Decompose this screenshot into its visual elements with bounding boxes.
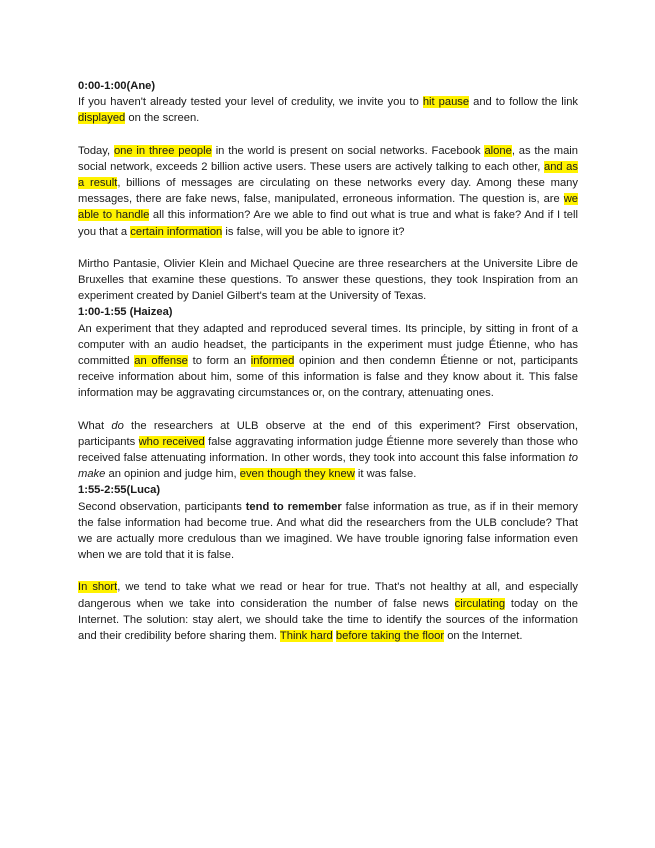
text-run: , billions of messages are circulating on these networks every day. Among these many messages, there are fake news, false, manipulated, erroneous information. The question is, are (78, 177, 579, 206)
transcript-paragraph (78, 321, 578, 402)
text-run: today on the Internet. The solution: stay alert, we should take the time to identify the sources of the information and their credibility before sharing them. (78, 597, 578, 643)
text-run: , as the main social network, exceeds 2 billion active users. These users are actively talking to each other, (78, 144, 578, 173)
text-run: opinion and then condemn Étienne or not, participants receive information about him, some of this information is false and they know about it. This false information may be aggravating circumstances or, on the contrary, attenuating ones. (78, 355, 578, 400)
highlighted-phrase: hit pause (422, 96, 470, 109)
transcript-paragraph (78, 94, 578, 126)
highlighted-phrase: before taking the floor (335, 630, 445, 643)
text-run: false aggravating information judge Étienne more severely than those who received false attenuating information. In other words, they took into account this false information (78, 435, 578, 465)
highlighted-phrase: In short (78, 581, 118, 594)
highlighted-phrase: and as a result (78, 160, 578, 190)
transcript-paragraph (78, 579, 578, 644)
text-run: Second observation, participants (78, 500, 246, 513)
section-timestamp-heading: 0:00-1:00(Ane) (78, 80, 156, 92)
bold-phrase: tend to remember (245, 500, 342, 513)
document-body (78, 78, 578, 644)
highlighted-phrase: one in three people (113, 144, 212, 157)
highlighted-phrase: who received (138, 435, 205, 448)
transcript-paragraph (78, 256, 578, 305)
paragraph-spacer (78, 402, 578, 418)
text-run: An experiment that they adapted and reproduced several times. Its principle, by sitting in front of a computer with an audio headset, the participants in the experiment must judge Étienne, who has committed (78, 322, 578, 368)
text-run: Mirtho Pantasie, Olivier Klein and Michael Quecine are three researchers at the Universite Libre de Bruxelles that examine these questions. To answer these questions, they took Inspiration from an experiment created by Daniel Gilbert's team at the University of Texas. (78, 257, 578, 303)
text-run: it was false. (354, 468, 417, 481)
highlighted-phrase: we able to handle (78, 193, 578, 222)
text-run: and to follow the link (469, 96, 579, 109)
highlighted-phrase: alone (484, 144, 512, 157)
highlighted-phrase: Think hard (279, 630, 333, 643)
text-run: in the world is present on social networks. Facebook (211, 144, 485, 157)
highlighted-phrase: displayed (78, 112, 126, 125)
section-timestamp-heading: 1:55-2:55(Luca) (78, 484, 161, 497)
text-run: the researchers at ULB observe at the end of this experiment? First observation, participants (78, 419, 578, 448)
text-run: is false, will you be able to ignore it? (222, 225, 405, 238)
text-run: false information as true, as if in their memory the false information had become true. And what did the researchers from the ULB conclude? That we are actually more credulous than we imagined. We have trouble ignoring false information even when we are told that it is false. (78, 500, 578, 562)
text-run: What (78, 419, 112, 432)
text-run: all this information? Are we able to find out what is true and what is fake? And if I tell you that a (78, 209, 578, 238)
highlighted-phrase: an offense (134, 355, 188, 368)
text-run: Today, (78, 144, 114, 157)
text-run: to form an (187, 355, 251, 368)
paragraph-spacer (78, 563, 578, 579)
transcript-paragraph (78, 499, 578, 564)
section-timestamp-heading: 1:00-1:55 (Haizea) (78, 306, 173, 319)
text-run: an opinion and judge him, (105, 468, 240, 481)
highlighted-phrase: certain information (130, 225, 223, 238)
paragraph-spacer (78, 240, 578, 256)
italic-phrase: do (111, 419, 124, 432)
text-run: If you haven't already tested your level of credulity, we invite you to (78, 96, 423, 109)
transcript-paragraph (78, 418, 578, 483)
text-run: on the Internet. (444, 630, 523, 643)
highlighted-phrase: informed (250, 355, 295, 368)
transcript-paragraph (78, 143, 578, 240)
italic-phrase: to make (78, 452, 578, 481)
paragraph-spacer (78, 127, 578, 143)
text-run: , we tend to take what we read or hear for true. That's not healthy at all, and especially dangerous when we take into consideration the number of false news (78, 581, 579, 610)
highlighted-phrase: circulating (454, 597, 506, 610)
highlighted-phrase: even though they knew (239, 468, 355, 481)
text-run: on the screen. (125, 112, 200, 125)
